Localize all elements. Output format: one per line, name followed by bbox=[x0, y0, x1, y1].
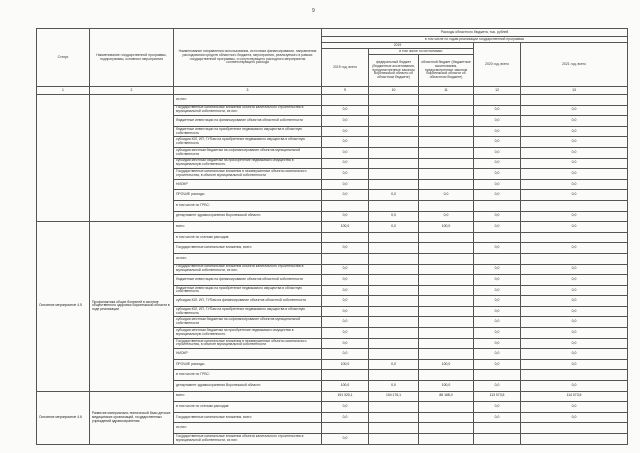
value-cell: 0,0 bbox=[369, 222, 419, 233]
value-cell: 0,0 bbox=[322, 264, 369, 275]
value-cell: 0,0 bbox=[322, 147, 369, 158]
index-cell: 12 bbox=[474, 87, 521, 95]
value-cell: 100,0 bbox=[322, 381, 369, 392]
value-cell: 0,0 bbox=[521, 190, 628, 201]
header-expenses-title: Расходы областного бюджета, тыс. рублей bbox=[322, 29, 628, 37]
row-label: из них: bbox=[174, 253, 322, 264]
value-cell: 0,0 bbox=[369, 381, 419, 392]
value-cell bbox=[474, 434, 521, 445]
value-cell bbox=[474, 232, 521, 243]
value-cell bbox=[322, 423, 369, 434]
value-cell bbox=[369, 179, 419, 190]
value-cell: 0,0 bbox=[521, 306, 628, 317]
row-label: субсидии ЮЛ, ИП, ГУПам на финансирование объектов областной собственности bbox=[174, 296, 322, 307]
value-cell bbox=[369, 306, 419, 317]
value-cell: 0,0 bbox=[322, 116, 369, 127]
value-cell bbox=[419, 158, 474, 169]
header-status: Статус bbox=[37, 29, 90, 87]
header-federal: федеральный бюджет (бюджетные ассигнования, предусмотренные законом Воронежской области об областном бюджете) bbox=[369, 55, 419, 87]
header-program-name: Наименование государственной программы, подпрограммы, основного мероприятия bbox=[90, 29, 174, 87]
value-cell bbox=[369, 402, 419, 413]
value-cell bbox=[474, 370, 521, 381]
index-cell: 3 bbox=[174, 87, 322, 95]
value-cell bbox=[369, 126, 419, 137]
value-cell: 0,0 bbox=[474, 264, 521, 275]
value-cell: 0,0 bbox=[521, 158, 628, 169]
value-cell: 0,0 bbox=[322, 190, 369, 201]
value-cell bbox=[419, 296, 474, 307]
header-year-2020: 2020 год, всего bbox=[474, 43, 521, 87]
value-cell bbox=[322, 232, 369, 243]
value-cell: 0,0 bbox=[322, 285, 369, 296]
table-row bbox=[37, 222, 628, 233]
value-cell bbox=[419, 137, 474, 148]
value-cell bbox=[419, 370, 474, 381]
value-cell bbox=[369, 253, 419, 264]
value-cell: 0,0 bbox=[521, 381, 628, 392]
value-cell: 0,0 bbox=[521, 137, 628, 148]
value-cell: 0,0 bbox=[521, 211, 628, 222]
row-label: Государственные капитальные вложения в незавершенные объекты капитального строительства, в объекте муниципальной собственности bbox=[174, 169, 322, 180]
value-cell: 0,0 bbox=[322, 211, 369, 222]
value-cell bbox=[419, 95, 474, 106]
value-cell bbox=[521, 434, 628, 445]
value-cell bbox=[419, 116, 474, 127]
row-label: Государственные капитальные вложения объекта капитального строительства в муниципальной собственности, из них: bbox=[174, 264, 322, 275]
value-cell: 0,0 bbox=[474, 412, 521, 423]
value-cell: 0,0 bbox=[474, 328, 521, 339]
value-cell bbox=[419, 285, 474, 296]
value-cell bbox=[474, 423, 521, 434]
value-cell: 0,0 bbox=[521, 402, 628, 413]
value-cell bbox=[369, 370, 419, 381]
header-regional: областной бюджет (бюджетные ассигнования, предусмотренные законом Воронежской области об областном бюджете) bbox=[419, 55, 474, 87]
index-cell: 13 bbox=[521, 87, 628, 95]
value-cell: 0,0 bbox=[322, 434, 369, 445]
header-by-years: в том числе по годам реализации государственной программы bbox=[322, 37, 628, 43]
row-label: в том числе по статьям расходов: bbox=[174, 232, 322, 243]
row-label: субсидии ЮЛ, ИП, ГУПам на приобретение недвижимого имущества в областную собственность bbox=[174, 306, 322, 317]
row-label: из них: bbox=[174, 95, 322, 106]
row-label: НИОКР bbox=[174, 349, 322, 360]
value-cell: 0,0 bbox=[474, 211, 521, 222]
value-cell bbox=[419, 147, 474, 158]
value-cell: 0,0 bbox=[521, 359, 628, 370]
value-cell bbox=[521, 232, 628, 243]
value-cell: 0,0 bbox=[474, 306, 521, 317]
value-cell: 113 073,5 bbox=[474, 391, 521, 402]
value-cell: 0,0 bbox=[521, 317, 628, 328]
row-label: Государственные капитальные вложения, всего bbox=[174, 412, 322, 423]
value-cell bbox=[521, 200, 628, 211]
value-cell: 0,0 bbox=[322, 402, 369, 413]
value-cell: 0,0 bbox=[521, 296, 628, 307]
status-cell: Основное мероприятие 4.5 bbox=[37, 222, 90, 392]
value-cell: 0,0 bbox=[322, 328, 369, 339]
header-col-total: 2019 год, всего bbox=[322, 49, 369, 87]
value-cell bbox=[419, 275, 474, 286]
value-cell bbox=[419, 179, 474, 190]
header-incl-by-source: в том числе по источникам: bbox=[369, 49, 474, 55]
value-cell bbox=[419, 264, 474, 275]
value-cell: 0,0 bbox=[521, 116, 628, 127]
row-label: субсидии местным бюджетам на приобретение недвижимого имущества в муниципальную собственность bbox=[174, 328, 322, 339]
value-cell: 100,0 bbox=[419, 222, 474, 233]
value-cell bbox=[369, 317, 419, 328]
value-cell: 0,0 bbox=[474, 190, 521, 201]
budget-table bbox=[36, 28, 628, 445]
value-cell: 0,0 bbox=[521, 285, 628, 296]
row-label: ПРОЧИЕ расходы bbox=[174, 359, 322, 370]
value-cell: 0,0 bbox=[474, 275, 521, 286]
row-label: ПРОЧИЕ расходы bbox=[174, 190, 322, 201]
row-label: в том числе по ГРБС: bbox=[174, 200, 322, 211]
value-cell: 0,0 bbox=[521, 243, 628, 254]
value-cell: 0,0 bbox=[474, 338, 521, 349]
value-cell bbox=[521, 423, 628, 434]
value-cell: 0,0 bbox=[521, 222, 628, 233]
value-cell bbox=[521, 253, 628, 264]
value-cell: 100,0 bbox=[419, 359, 474, 370]
value-cell bbox=[369, 169, 419, 180]
value-cell bbox=[474, 200, 521, 211]
value-cell: 0,0 bbox=[474, 116, 521, 127]
value-cell: 0,0 bbox=[322, 179, 369, 190]
value-cell: 0,0 bbox=[521, 412, 628, 423]
value-cell: 100,0 bbox=[322, 222, 369, 233]
value-cell bbox=[419, 317, 474, 328]
value-cell: 0,0 bbox=[474, 317, 521, 328]
program-name-cell bbox=[90, 95, 174, 222]
value-cell bbox=[369, 200, 419, 211]
value-cell: 0,0 bbox=[521, 264, 628, 275]
value-cell bbox=[369, 434, 419, 445]
value-cell bbox=[419, 338, 474, 349]
value-cell bbox=[369, 349, 419, 360]
value-cell bbox=[322, 200, 369, 211]
header-indicators: Наименование направления использования, источника финансирования, направления расходования средств областного бюджета, мероприятия, реализуемого в рамках государственной программы, и сопутствующего расходного мероприятия соответствующего расхода bbox=[174, 29, 322, 87]
value-cell bbox=[322, 95, 369, 106]
value-cell: 0,0 bbox=[322, 169, 369, 180]
value-cell: 0,0 bbox=[474, 243, 521, 254]
value-cell: 0,0 bbox=[322, 243, 369, 254]
value-cell bbox=[369, 264, 419, 275]
value-cell bbox=[419, 306, 474, 317]
value-cell: 0,0 bbox=[521, 328, 628, 339]
value-cell bbox=[369, 412, 419, 423]
table-row bbox=[37, 95, 628, 106]
value-cell bbox=[419, 434, 474, 445]
value-cell bbox=[369, 137, 419, 148]
value-cell: 0,0 bbox=[322, 275, 369, 286]
row-label: субсидии местным бюджетам на софинансирование объектов муниципальной собственности bbox=[174, 147, 322, 158]
value-cell bbox=[474, 253, 521, 264]
value-cell bbox=[369, 105, 419, 116]
value-cell bbox=[419, 253, 474, 264]
value-cell bbox=[474, 95, 521, 106]
value-cell: 191 320,1 bbox=[322, 391, 369, 402]
value-cell bbox=[419, 232, 474, 243]
row-label: бюджетные инвестиции на приобретение недвижимого имущества в областную собственность bbox=[174, 126, 322, 137]
value-cell bbox=[521, 95, 628, 106]
value-cell: 0,0 bbox=[322, 158, 369, 169]
header-year-2021: 2021 год, всего bbox=[521, 43, 628, 87]
table-body bbox=[37, 87, 628, 445]
index-cell: 11 bbox=[419, 87, 474, 95]
value-cell bbox=[521, 370, 628, 381]
value-cell: 0,0 bbox=[474, 179, 521, 190]
row-label: Государственные капитальные вложения в незавершенные объекты капитального строительства, в объекте муниципальной собственности bbox=[174, 338, 322, 349]
value-cell bbox=[369, 147, 419, 158]
value-cell bbox=[419, 243, 474, 254]
value-cell bbox=[419, 423, 474, 434]
value-cell: 0,0 bbox=[474, 147, 521, 158]
value-cell bbox=[369, 158, 419, 169]
row-label: Государственные капитальные вложения, всего bbox=[174, 243, 322, 254]
value-cell: 114 073,5 bbox=[521, 391, 628, 402]
row-label: НИОКР bbox=[174, 179, 322, 190]
value-cell bbox=[419, 328, 474, 339]
value-cell: 0,0 bbox=[322, 338, 369, 349]
value-cell bbox=[322, 370, 369, 381]
value-cell: 0,0 bbox=[369, 359, 419, 370]
value-cell: 0,0 bbox=[521, 105, 628, 116]
value-cell bbox=[419, 200, 474, 211]
value-cell bbox=[419, 349, 474, 360]
value-cell bbox=[369, 116, 419, 127]
index-cell: 10 bbox=[369, 87, 419, 95]
row-label: бюджетные инвестиции на финансирование объектов областной собственности bbox=[174, 116, 322, 127]
index-cell: 1 bbox=[37, 87, 90, 95]
row-label: Государственные капитальные вложения объекта капитального строительства в муниципальной собственности, из них: bbox=[174, 434, 322, 445]
value-cell: 0,0 bbox=[474, 402, 521, 413]
value-cell: 0,0 bbox=[474, 222, 521, 233]
value-cell: 0,0 bbox=[322, 137, 369, 148]
row-label: бюджетные инвестиции на приобретение недвижимого имущества в областную собственность bbox=[174, 285, 322, 296]
value-cell: 0,0 bbox=[521, 179, 628, 190]
value-cell bbox=[369, 95, 419, 106]
value-cell bbox=[419, 126, 474, 137]
table-row bbox=[37, 391, 628, 402]
index-cell: 2 bbox=[90, 87, 174, 95]
row-label: в том числе по ГРБС: bbox=[174, 370, 322, 381]
value-cell: 0,0 bbox=[474, 169, 521, 180]
value-cell: 0,0 bbox=[369, 190, 419, 201]
status-cell bbox=[37, 95, 90, 222]
row-label: субсидии местным бюджетам на софинансирование объектов муниципальной собственности bbox=[174, 317, 322, 328]
value-cell: 0,0 bbox=[322, 317, 369, 328]
value-cell: 100,0 bbox=[322, 359, 369, 370]
value-cell: 0,0 bbox=[474, 296, 521, 307]
value-cell: 0,0 bbox=[474, 285, 521, 296]
value-cell bbox=[419, 412, 474, 423]
value-cell: 100,0 bbox=[419, 381, 474, 392]
row-label: всего bbox=[174, 391, 322, 402]
value-cell: 0,0 bbox=[369, 211, 419, 222]
value-cell bbox=[419, 169, 474, 180]
value-cell: 0,0 bbox=[474, 381, 521, 392]
program-name-cell: Профилактика общих болезней в системе общественного здоровья Воронежской области в ходе реализации bbox=[90, 222, 174, 392]
value-cell: 104 176,1 bbox=[369, 391, 419, 402]
value-cell: 0,0 bbox=[521, 349, 628, 360]
value-cell bbox=[322, 253, 369, 264]
row-label: Государственные капитальные вложения объекта капитального строительства в муниципальной собственности, из них: bbox=[174, 105, 322, 116]
value-cell: 0,0 bbox=[419, 190, 474, 201]
value-cell bbox=[369, 275, 419, 286]
value-cell bbox=[419, 402, 474, 413]
value-cell: 0,0 bbox=[322, 306, 369, 317]
value-cell bbox=[369, 296, 419, 307]
value-cell: 0,0 bbox=[521, 169, 628, 180]
value-cell: 0,0 bbox=[322, 296, 369, 307]
row-label: бюджетные инвестиции на финансирование объектов областной собственности bbox=[174, 275, 322, 286]
value-cell: 0,0 bbox=[474, 126, 521, 137]
value-cell: 86 168,0 bbox=[419, 391, 474, 402]
value-cell bbox=[369, 328, 419, 339]
row-label: субсидии местным бюджетам на приобретение недвижимого имущества в муниципальную собственность bbox=[174, 158, 322, 169]
value-cell: 0,0 bbox=[322, 349, 369, 360]
value-cell bbox=[369, 243, 419, 254]
value-cell bbox=[419, 105, 474, 116]
value-cell: 0,0 bbox=[521, 338, 628, 349]
row-label: субсидии ЮЛ, ИП, ГУПам на приобретение недвижимого имущества в областную собственность bbox=[174, 137, 322, 148]
row-label: всего bbox=[174, 222, 322, 233]
value-cell: 0,0 bbox=[474, 137, 521, 148]
value-cell: 0,0 bbox=[474, 158, 521, 169]
index-row bbox=[37, 87, 628, 95]
value-cell: 0,0 bbox=[474, 349, 521, 360]
value-cell: 0,0 bbox=[521, 126, 628, 137]
value-cell: 0,0 bbox=[419, 211, 474, 222]
status-cell: Основное мероприятие 4.6 bbox=[37, 391, 90, 444]
value-cell: 0,0 bbox=[521, 147, 628, 158]
value-cell: 0,0 bbox=[474, 359, 521, 370]
value-cell: 0,0 bbox=[521, 275, 628, 286]
index-cell: 9 bbox=[322, 87, 369, 95]
value-cell bbox=[369, 232, 419, 243]
row-label: из них: bbox=[174, 423, 322, 434]
row-label: в том числе по статьям расходов: bbox=[174, 402, 322, 413]
value-cell: 0,0 bbox=[474, 105, 521, 116]
program-name-cell: Развитие материально-технической базы детских медицинских организаций, государственных учреждений здравоохранения bbox=[90, 391, 174, 444]
row-label: департамент здравоохранения Воронежской области bbox=[174, 211, 322, 222]
value-cell: 0,0 bbox=[322, 412, 369, 423]
value-cell bbox=[369, 423, 419, 434]
value-cell: 0,0 bbox=[322, 105, 369, 116]
page-number: 9 bbox=[312, 8, 315, 14]
value-cell bbox=[369, 338, 419, 349]
value-cell: 0,0 bbox=[322, 126, 369, 137]
value-cell bbox=[369, 285, 419, 296]
header-year-2019: 2019 bbox=[322, 43, 474, 49]
row-label: департамент здравоохранения Воронежской области bbox=[174, 381, 322, 392]
